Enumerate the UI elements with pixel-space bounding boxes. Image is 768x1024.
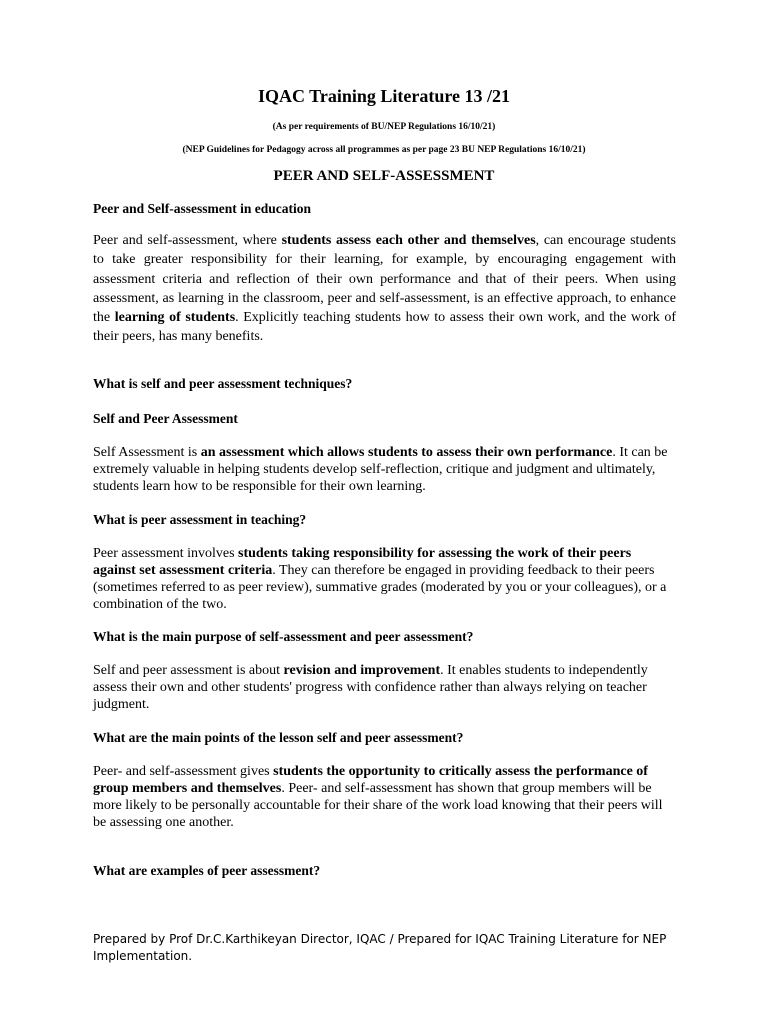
paragraph-peer-self-assessment-education — [93, 231, 676, 347]
text-run: . They can therefore be engaged in providing feedback to their peers (sometimes referred to as peer review), summative grades (moderated by you or your colleagues), or a combination of the two. — [93, 563, 667, 612]
bold-text-run: revision and improvement — [283, 663, 441, 678]
subtitle-regulations: (As per requirements of BU/NEP Regulations 16/10/21) — [272, 122, 496, 132]
heading-main-points: What are the main points of the lesson self and peer assessment? — [93, 730, 464, 745]
text-run: Peer and self-assessment, where — [93, 233, 282, 248]
heading-main-purpose: What is the main purpose of self-assessment and peer assessment? — [93, 629, 474, 644]
page-footer: Prepared by Prof Dr.C.Karthikeyan Director, IQAC / Prepared for IQAC Training Literature for NEP Implementation. — [93, 932, 667, 963]
text-run: Peer assessment involves — [93, 546, 239, 561]
text-run: . It can be extremely valuable in helping students develop self-reflection, critique and judgment and ultimately, students learn how to be responsible for their own learning. — [93, 445, 668, 494]
bold-text-run: learning of students — [114, 310, 236, 326]
bold-text-run: students the opportunity to critically assess the performance of group members and themselves — [93, 764, 648, 796]
paragraph-self-assessment — [93, 444, 676, 495]
text-run: , can encourage students to take greater responsibility for their learning, for example, by encouraging engagement with assessment criteria and reflection of their own performance and that of their peers. When using assessment, as learning in the classroom, peer and self-assessment, is an effective approach, to enhance the — [93, 233, 676, 326]
heading-peer-self-assessment-education: Peer and Self-assessment in education — [93, 201, 311, 216]
heading-self-and-peer-assessment: Self and Peer Assessment — [93, 411, 238, 426]
text-run: Self Assessment is — [93, 445, 201, 460]
bold-text-run: students assess each other and themselves — [281, 233, 536, 248]
heading-peer-assessment-teaching: What is peer assessment in teaching? — [93, 512, 307, 527]
heading-examples: What are examples of peer assessment? — [93, 863, 321, 878]
heading-techniques: What is self and peer assessment techniques? — [93, 376, 353, 391]
text-run: Peer- and self-assessment gives — [93, 764, 274, 779]
paragraph-peer-assessment-teaching — [93, 545, 676, 613]
subtitle-guidelines: (NEP Guidelines for Pedagogy across all programmes as per page 23 BU NEP Regulations 16/10/21) — [182, 145, 586, 155]
text-run: . It enables students to independently assess their own and other students' progress with confidence rather than always relying on teacher judgment. — [93, 663, 648, 712]
bold-text-run: students taking responsibility for assessing the work of their peers against set assessment criteria — [93, 546, 632, 578]
section-title: PEER AND SELF-ASSESSMENT — [273, 168, 495, 184]
bold-text-run: an assessment which allows students to assess their own performance — [200, 445, 613, 460]
text-run: Self and peer assessment is about — [93, 663, 284, 678]
text-run: . Explicitly teaching students how to assess their own work, and the work of their peers, has many benefits. — [93, 310, 676, 345]
paragraph-main-points — [93, 763, 676, 831]
paragraph-main-purpose — [93, 662, 676, 713]
document-title: IQAC Training Literature 13 /21 — [258, 86, 510, 106]
text-run: . Peer- and self-assessment has shown that group members will be more likely to be personally accountable for their share of the work load knowing that their peers will be assessing one another. — [93, 781, 663, 830]
